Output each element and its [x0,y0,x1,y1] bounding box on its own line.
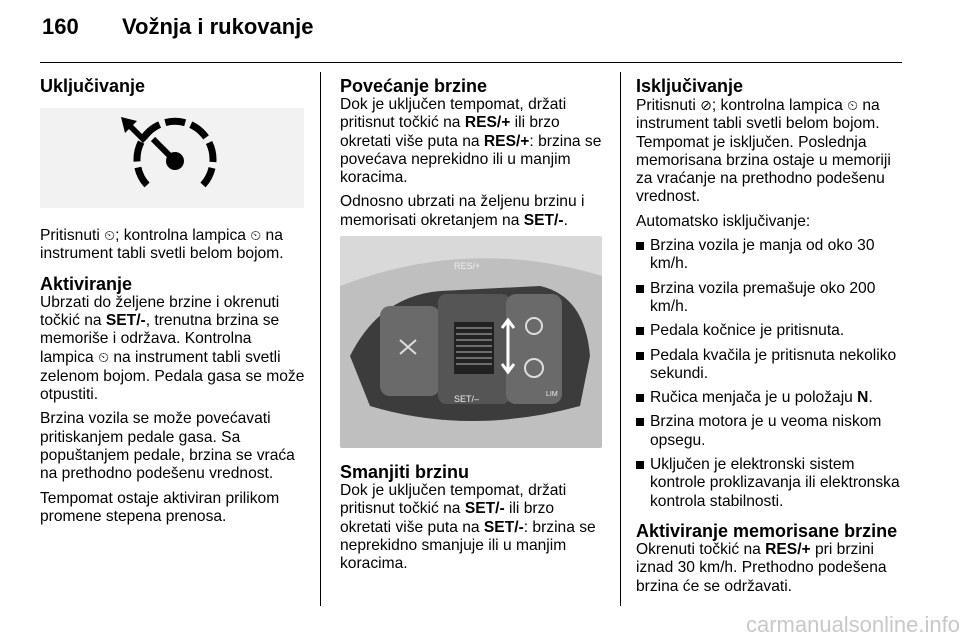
section-heading-memorisane: Aktiviranje memorisane brzine [636,520,898,541]
speedometer-icon: ⏲ [104,227,116,243]
paragraph-aktiviranje: Ubrzati do željene brzine i okrenuti točkić na SET/-, trenutna brzina se memoriše i održava. Kontrolna lampica ⏲ na instrument tabli svetli zelenom bojom. Pedala gasa se može otpustiti. [40,293,305,404]
speedometer-icon [117,113,227,203]
section-heading-smanjiti: Smanjiti brzinu [340,462,470,483]
paragraph-tempomat: Tempomat ostaje aktiviran prilikom promene stepena prenosa. [40,489,280,525]
paragraph-pritisnuti: Pritisnuti ⏲; kontrolna lampica ⏲ na instrument tabli svetli belom bojom. [40,227,284,263]
speedometer-icon: ⏲ [98,349,109,366]
section-heading-aktiviranje: Aktiviranje [40,273,133,294]
column-3 [636,76,904,602]
watermark: carmanualsonline.info [745,612,960,637]
column-1 [40,76,308,532]
list-item: Brzina motora je u veoma niskom opsegu. [636,413,904,450]
column-divider-2 [620,72,621,606]
cruise-control-illustration [40,108,304,208]
speedometer-icon: ⏲ [250,227,262,243]
paragraph-ubrzati: Odnosno ubrzati na željenu brzinu i memorisati okretanjem na SET/-. [340,193,585,229]
steering-wheel-controls-photo [340,236,602,448]
section-heading-iskljucivanje: Isključivanje [636,76,744,96]
section-heading-ukljucivanje: Uključivanje [40,76,146,96]
section-heading-povecanje: Povećanje brzine [340,76,488,96]
list-item: Brzina vozila je manja od oko 30 km/h. [636,237,904,274]
set-minus-label: SET/– [454,393,480,404]
paragraph-povecavati: Brzina vozila se može povećavati pritiskanjem pedale gasa. Sa popuštanjem pedale, brzina se vraća na prethodno podešenu vrednost. [40,410,295,483]
lim-label: LIM [546,390,558,398]
column-2 [340,76,604,580]
speedometer-icon: ⏲ [847,97,859,113]
paragraph-iskljucivanje: Pritisnuti ⊘; kontrolna lampica ⏲ na instrument tabli svetli belom bojom. Tempomat je isključen. Poslednja memorisana brzina ostaje u memoriji za vraćanje na prethodno podešenu vrednost. [636,97,891,206]
paragraph-smanjiti: Dok je uključen tempomat, držati pritisnut točkić na SET/- ili brzo okretati više puta na SET/-: brzina se neprekidno smanjuje ili u manjim koracima. [340,482,596,573]
auto-off-list [636,237,904,511]
paragraph-povecanje: Dok je uključen tempomat, držati pritisnut točkić na RES/+ ili brzo okretati više puta na RES/+: brzina se povećava neprekidno ili u manjim koracima. [340,96,602,187]
column-divider-1 [320,72,321,606]
cruise-cancel-icon: ⊘ [700,97,712,113]
page-title: Vožnja i rukovanje [122,14,314,39]
list-item: Pedala kočnice je pritisnuta. [636,322,904,340]
auto-off-label: Automatsko isključivanje: [636,212,811,230]
list-item: Uključen je elektronski sistem kontrole proklizavanja ili elektronska kontrola stabilnosti. [636,456,904,511]
res-plus-label: RES/+ [454,261,481,272]
page-number: 160 [42,14,79,39]
paragraph-memorisane: Okrenuti točkić na RES/+ pri brzini iznad 30 km/h. Prethodno podešena brzina će se održavati. [636,540,887,595]
list-item: Ručica menjača je u položaju N. [636,389,904,407]
page-header [42,14,314,50]
header-divider [40,62,902,63]
list-item: Brzina vozila premašuje oko 200 km/h. [636,280,904,317]
list-item: Pedala kvačila je pritisnuta nekoliko sekundi. [636,347,904,384]
